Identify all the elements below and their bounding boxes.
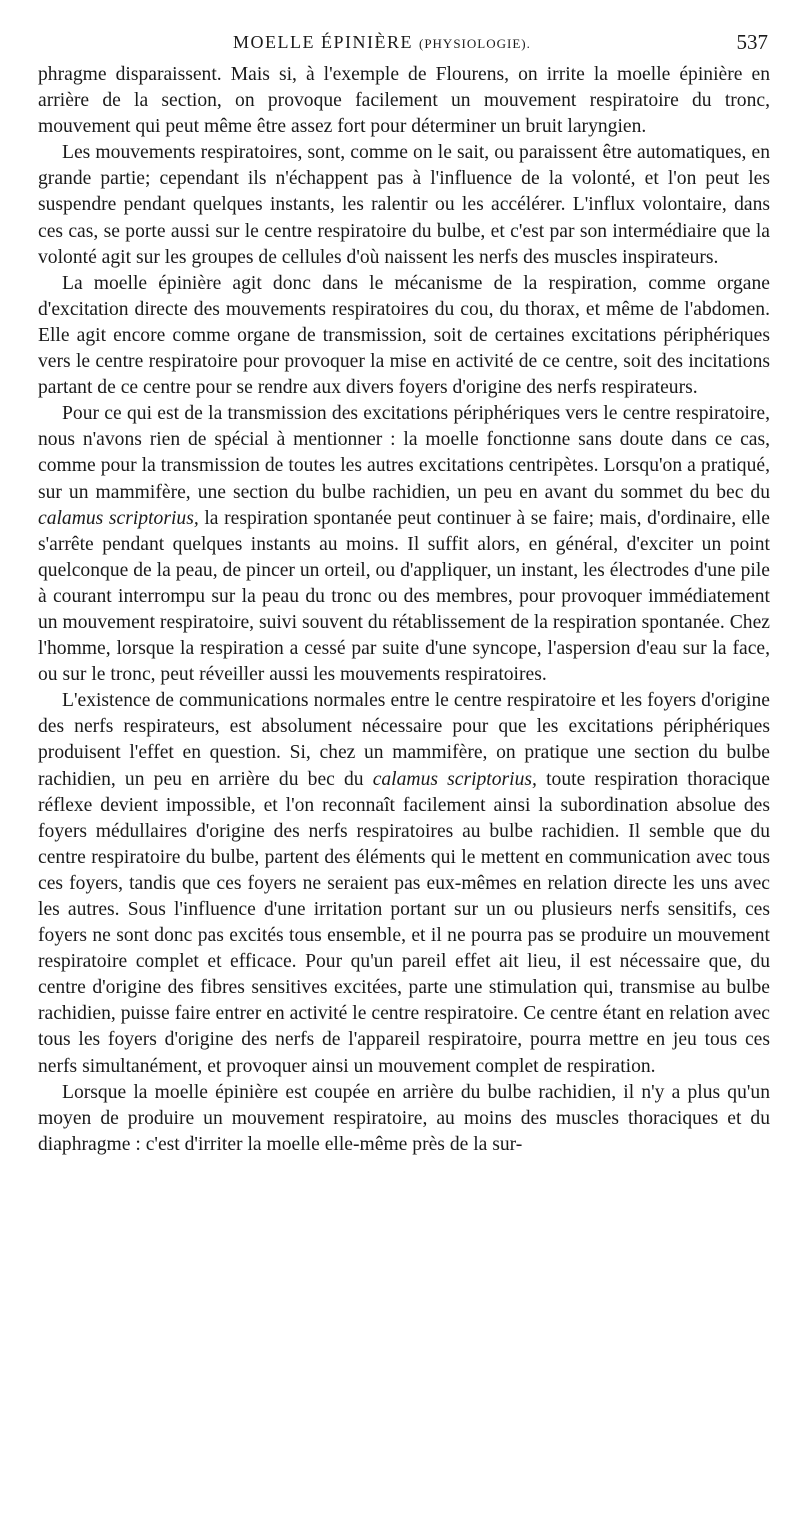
paragraph	[38, 401, 770, 688]
italic-term: calamus scriptorius,	[38, 507, 199, 529]
running-head-title	[233, 32, 531, 53]
paragraph	[38, 1080, 770, 1158]
paragraph-text: la respiration spontanée peut continuer à se faire; mais, d'ordinaire, elle s'arrête pendant quelques instants au moins. Il suffit alors, en général, d'exciter un point quelconque de la peau, de pincer un orteil, ou d'appliquer, un instant, les électrodes d'une pile à courant interrompu sur la peau du tronc ou des membres, pour provoquer immédiatement un mouvement respiratoire, suivi souvent du rétablissement de la respiration spontanée. Chez l'homme, lorsque la respiration a cessé par suite d'une syncope, l'aspersion d'eau sur la face, ou sur le tronc, peut réveiller aussi les mouvements respiratoires.	[38, 507, 770, 686]
paragraph-text: L'existence de communications normales entre le centre respiratoire et les foyers d'origine des nerfs respirateurs, est absolument nécessaire pour que les excitations périphériques produisent l'effet en question. Si, chez un mammifère, on pratique une section du bulbe rachidien, un peu en arrière du bec du	[38, 690, 770, 790]
paragraph-text: Pour ce qui est de la transmission des excitations périphériques vers le centre respiratoire, nous n'avons rien de spécial à mentionner : la moelle fonctionne sans doute dans ce cas, comme pour la transmission de toutes les autres excitations centripètes. Lorsqu'on a pratiqué, sur un mammifère, une section du bulbe rachidien, un peu en avant du sommet du bec du	[38, 403, 770, 503]
paragraph	[38, 688, 770, 1079]
paragraph-text: Lorsque la moelle épinière est coupée en arrière du bulbe rachidien, il n'y a plus qu'un moyen de produire un mouvement respiratoire, au moins des muscles thoraciques et du diaphragme : c'est d'irriter la moelle elle-même près de la sur-	[38, 1081, 770, 1155]
running-head	[38, 30, 770, 56]
book-page	[38, 30, 770, 1158]
paragraph-text: phragme disparaissent. Mais si, à l'exemple de Flourens, on irrite la moelle épinière en arrière de la section, on provoque facilement un mouvement respiratoire du tronc, mouvement qui peut même être assez fort pour déterminer un bruit laryngien.	[38, 64, 770, 138]
paragraph-text: La moelle épinière agit donc dans le mécanisme de la respiration, comme organe d'excitation directe des mouvements respiratoires du cou, du thorax, et même de l'abdomen. Elle agit encore comme organe de transmission, soit de certaines excitations périphériques vers le centre respiratoire pour provoquer la mise en activité de ce centre, soit des incitations partant de ce centre pour se rendre aux divers foyers d'origine des nerfs respirateurs.	[38, 272, 770, 399]
paragraph-text: Les mouvements respiratoires, sont, comme on le sait, ou paraissent être automatiques, en grande partie; cependant ils n'échappent pas à l'influence de la volonté, et l'on peut les suspendre pendant quelques instants, les ralentir ou les accélérer. L'influx volontaire, dans ces cas, se porte aussi sur le centre respiratoire du bulbe, et c'est par son intermédiaire que la volonté agit sur les groupes de cellules d'où naissent les nerfs des muscles inspirateurs.	[38, 142, 770, 268]
italic-term: calamus scriptorius,	[372, 768, 537, 790]
paragraph	[38, 140, 770, 270]
paragraph	[38, 271, 770, 401]
page-number: 537	[736, 30, 768, 54]
running-head-main: MOELLE ÉPINIÈRE	[233, 32, 413, 52]
paragraph-text: toute respiration thoracique réflexe devient impossible, et l'on reconnaît facilement ainsi la subordination absolue des foyers médullaires d'origine des nerfs respiratoires au bulbe rachidien. Il semble que du centre respiratoire du bulbe, partent des éléments qui le mettent en communication avec tous ces foyers, tandis que ces foyers ne seraient pas eux-mêmes en relation directe les uns avec les autres. Sous l'influence d'une irritation portant sur un ou plusieurs nerfs sensitifs, ces foyers ne sont donc pas excités tous ensemble, et il ne pourra pas se produire un mouvement respiratoire complet et efficace. Pour qu'un pareil effet ait lieu, il est nécessaire que, du centre d'origine des fibres sensitives excitées, parte une stimulation qui, transmise au bulbe rachidien, puisse faire entrer en activité le centre respiratoire. Ce centre étant en relation avec tous les foyers d'origine des nerfs de l'appareil respiratoire, pourra mettre en jeu tous ces nerfs simultanément, et provoquer ainsi un mouvement complet de respiration.	[38, 768, 770, 1077]
paragraph	[38, 62, 770, 140]
body-text	[38, 62, 770, 1158]
running-head-subtitle: (PHYSIOLOGIE).	[418, 36, 531, 51]
